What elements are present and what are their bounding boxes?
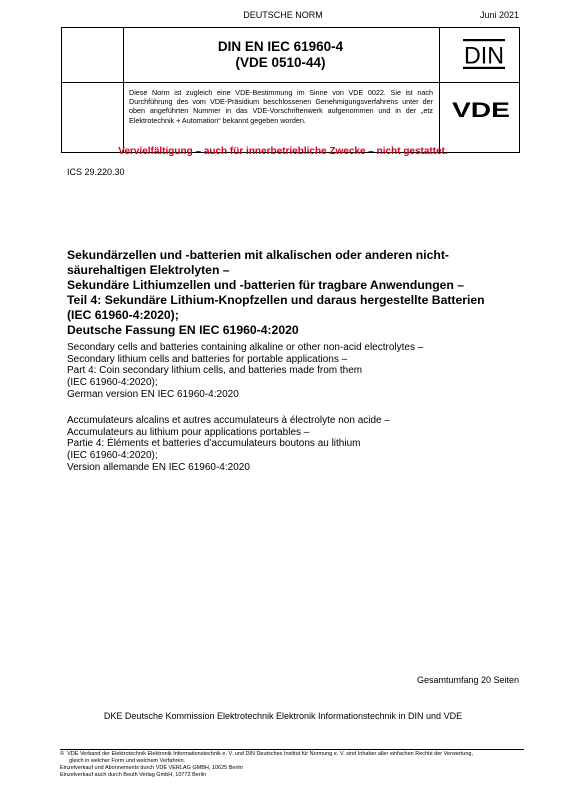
header-date: Juni 2021 bbox=[479, 10, 519, 20]
vde-logo-text: VDE bbox=[452, 99, 510, 120]
left-divider bbox=[123, 28, 124, 152]
vde-logo bbox=[450, 98, 512, 120]
copy-warning: Vervielfältigung – auch für innerbetriebliche Zwecke – nicht gestattet. bbox=[118, 146, 448, 157]
ics-code: ICS 29.220.30 bbox=[67, 167, 125, 177]
footer-rule bbox=[60, 749, 524, 750]
right-divider bbox=[439, 28, 440, 152]
title-english-line: Part 4: Coin secondary lithium cells, and batteries made from them bbox=[67, 365, 363, 377]
standard-number-block bbox=[126, 39, 435, 71]
title-english-line: Secondary cells and batteries containing alkaline or other non-acid electrolytes – bbox=[67, 342, 424, 353]
title-french-line: Accumulateurs au lithium pour applications portables – bbox=[67, 426, 310, 438]
title-german-line: Teil 4: Sekundäre Lithium-Knopfzellen und daraus hergestellte Batterien bbox=[67, 293, 485, 307]
title-english bbox=[67, 342, 527, 401]
title-german-line: Sekundärzellen und -batterien mit alkalischen oder anderen nicht- bbox=[67, 248, 449, 262]
title-french-line: Accumulateurs alcalins et autres accumulateurs à électrolyte non acide – bbox=[67, 415, 390, 426]
title-french bbox=[67, 415, 527, 474]
title-german-line: säurehaltigen Elektrolyten – bbox=[67, 263, 230, 277]
title-english-line: German version EN IEC 61960-4:2020 bbox=[67, 388, 239, 400]
title-french-line: Version allemande EN IEC 61960-4:2020 bbox=[67, 461, 250, 473]
total-pages: Gesamtumfang 20 Seiten bbox=[416, 675, 519, 685]
footer-line: gleich in welcher Form und welchem Verfahren. bbox=[60, 758, 186, 764]
title-english-line: Secondary lithium cells and batteries for portable applications – bbox=[67, 353, 348, 365]
din-logo-text: DIN bbox=[464, 42, 504, 69]
din-logo bbox=[463, 39, 505, 69]
title-block bbox=[61, 27, 520, 153]
vde-note: Diese Norm ist zugleich eine VDE-Bestimmung im Sinne von VDE 0022. Sie ist nach Durchführung des vom VDE-Präsidium beschlossenen Genehmigungsverfahrens unter der oben angeführten Nummer in das VDE-Vorschriftenwerk aufgenommen und in der „etz Elektrotechnik + Automation“ bekannt gegeben worden. bbox=[129, 88, 433, 125]
vde-number: (VDE 0510-44) bbox=[235, 55, 326, 70]
copyright-footer bbox=[60, 751, 540, 779]
footer-line: Einzelverkauf und Abonnements durch VDE VERLAG GMBH, 10625 Berlin bbox=[60, 765, 243, 771]
footer-line: © VDE Verband der Elektrotechnik Elektronik Informationstechnik e. V. und DIN Deutsches Institut für Normung e. V. sind Inhaber aller einfachen Rechte der Verwertung, bbox=[60, 751, 474, 757]
committee-line: DKE Deutsche Kommission Elektrotechnik Elektronik Informationstechnik in DIN und VDE bbox=[103, 711, 463, 721]
title-german bbox=[67, 248, 527, 338]
title-german-line: (IEC 61960-4:2020); bbox=[67, 308, 179, 322]
standard-number: DIN EN IEC 61960-4 bbox=[217, 39, 344, 54]
title-french-line: Partie 4: Éléments et batteries d’accumulateurs boutons au lithium bbox=[67, 438, 361, 450]
footer-line: Einzelverkauf auch durch Beuth Verlag GmbH, 10772 Berlin bbox=[60, 772, 207, 778]
title-english-line: (IEC 61960-4:2020); bbox=[67, 377, 158, 389]
title-german-line: Sekundäre Lithiumzellen und -batterien für tragbare Anwendungen – bbox=[67, 278, 465, 292]
header-norm-type: DEUTSCHE NORM bbox=[243, 10, 323, 20]
title-german-line: Deutsche Fassung EN IEC 61960-4:2020 bbox=[67, 323, 299, 337]
title-french-line: (IEC 61960-4:2020); bbox=[67, 450, 158, 462]
